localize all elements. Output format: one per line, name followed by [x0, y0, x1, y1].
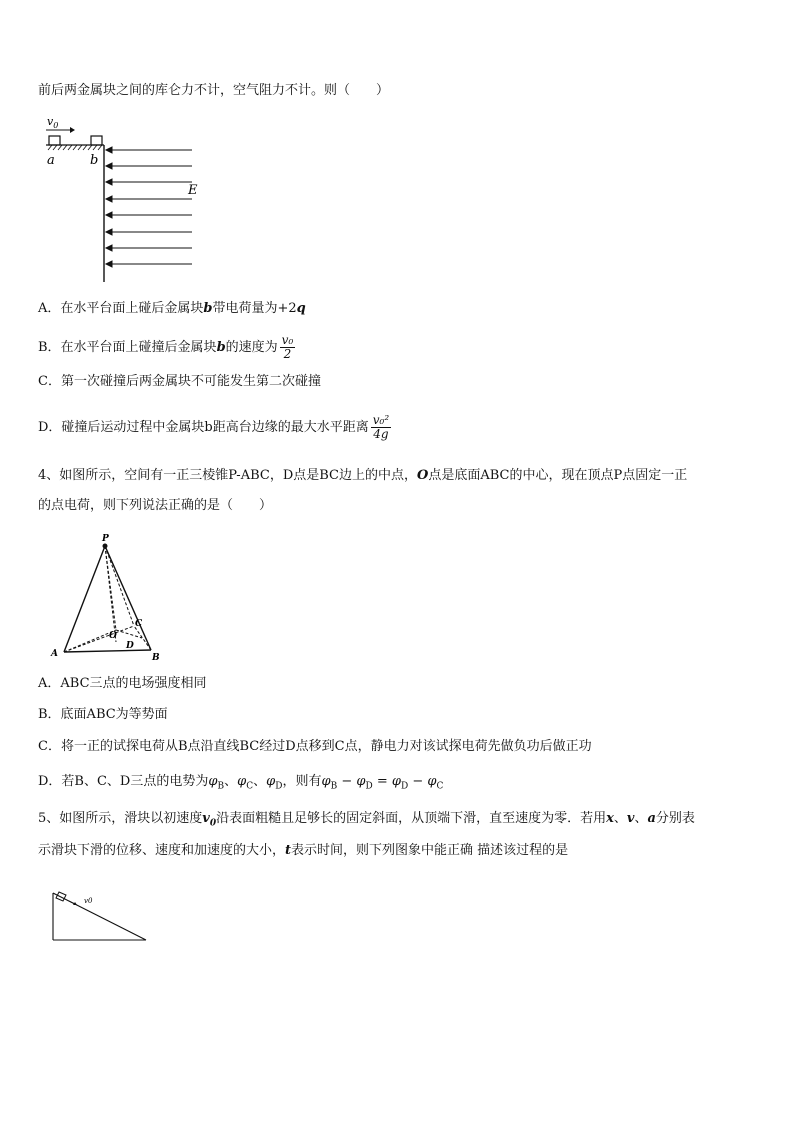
field-lines — [106, 147, 192, 267]
label-O: O — [109, 631, 117, 641]
q4-stem-line1: 4、如图所示，空间有一正三棱锥P-ABC，D点是BC边上的中点，O点是底面ABC的中心，现在顶点P点固定一正 — [38, 468, 688, 483]
q4-option-c: C．将一正的试探电荷从B点沿直线BC经过D点移到C点，静电力对该试探电荷先做负功后做正功 — [38, 739, 592, 754]
q3-fig-v0: $v_0$ — [47, 115, 59, 130]
q5-incline-figure — [50, 888, 150, 944]
q5-stem-line2: 示滑块下滑的位移、速度和加速度的大小，t表示时间，则下列图象中能正确 描述该过程的是 — [38, 843, 569, 858]
block-a — [49, 136, 60, 145]
q3-option-c: C．第一次碰撞后两金属块不可能发生第二次碰撞 — [38, 374, 321, 389]
incline-triangle — [53, 893, 146, 940]
q3-option-b: B．在水平台面上碰撞后金属块b的速度为 $\frac{\text{v₀}}{2}$ — [38, 333, 294, 361]
label-A: A — [51, 649, 58, 659]
vertex-p-dot — [103, 544, 108, 549]
label-D: D — [126, 641, 134, 651]
q3-option-a: A．在水平台面上碰后金属块b带电荷量为+2q — [38, 301, 306, 316]
label-C: C — [135, 619, 143, 629]
label-B: B — [152, 653, 160, 663]
q3-fig-E: E — [188, 183, 198, 198]
q3-figure — [40, 112, 210, 287]
q3-fig-b: b — [90, 153, 99, 168]
fraction-v0-over-2: $\frac{\text{v₀}}{2}$ — [281, 333, 294, 361]
table-hatching — [48, 145, 102, 150]
q4-option-b: B．底面ABC为等势面 — [38, 707, 168, 722]
block-b — [91, 136, 102, 145]
q3-option-d: D．碰撞后运动过程中金属块b距高台边缘的最大水平距离 $\frac{\text{v₀²}}{4g}$ — [38, 413, 390, 441]
q4-stem-line2: 的点电荷，则下列说法正确的是（ ） — [38, 498, 273, 513]
q3-fig-a: a — [47, 153, 55, 168]
label-P: P — [102, 534, 109, 544]
q4-pyramid-figure — [48, 532, 168, 664]
q3-intro: 前后两金属块之间的库仑力不计，空气阻力不计。则（ ） — [38, 83, 390, 98]
label-v0: v0 — [84, 897, 93, 905]
fraction-v0sq-over-4g: $\frac{\text{v₀²}}{4g}$ — [372, 413, 390, 441]
v0-arrowhead — [70, 127, 75, 133]
q4-option-a: A．ABC三点的电场强度相同 — [38, 676, 207, 691]
pyramid-hidden-edges — [64, 546, 151, 652]
q5-stem-line1: 5、如图所示，滑块以初速度$v_0$沿表面粗糙且足够长的固定斜面，从顶端下滑，直至速度为零．若用x、v、a分别表 — [38, 811, 695, 829]
q4-option-d: D．若B、C、D三点的电势为$\varphi_B$、$\varphi_C$、$\varphi_D$，则有$\varphi_B - \varphi_D = \varphi_D - \varphi_C$ — [38, 774, 444, 792]
